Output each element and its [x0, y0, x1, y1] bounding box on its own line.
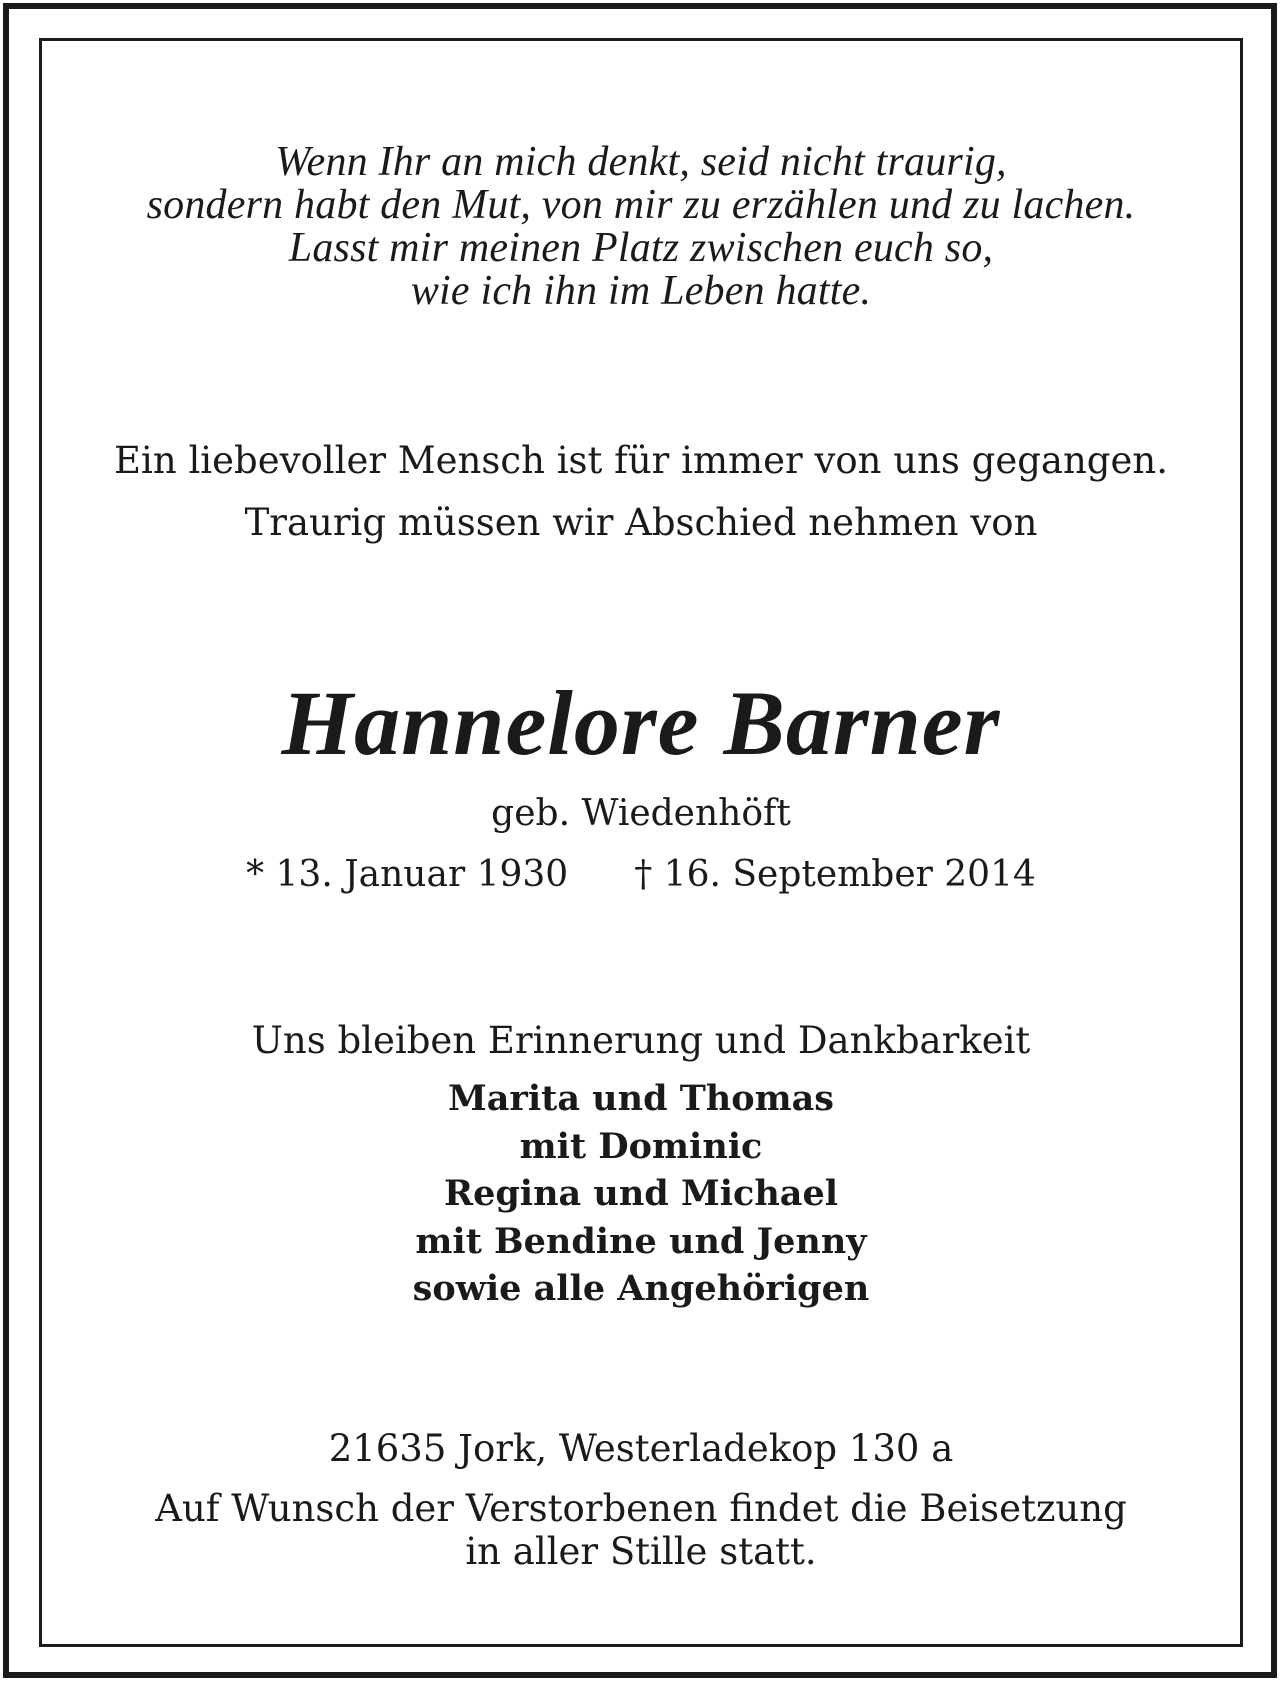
poem-line: wie ich ihn im Leben hatte.	[410, 268, 872, 314]
obituary-notice	[42, 41, 1240, 1644]
notice-line-2: in aller Stille statt.	[465, 1530, 817, 1573]
notice-line-1: Auf Wunsch der Verstorbenen findet die Beisetzung	[155, 1487, 1127, 1530]
poem-line: Lasst mir meinen Platz zwischen euch so,	[288, 225, 994, 271]
outer-border	[3, 3, 1277, 1678]
mourner-line: Marita und Thomas	[448, 1078, 834, 1119]
memory-line: Uns bleiben Erinnerung und Dankbarkeit	[251, 1019, 1031, 1062]
death-date: † 16. September 2014	[634, 854, 1036, 895]
poem-line: Wenn Ihr an mich denkt, seid nicht traurig,	[275, 139, 1007, 185]
birth-date: * 13. Januar 1930	[246, 854, 569, 895]
mourner-line: mit Dominic	[519, 1125, 763, 1167]
intro-text	[42, 430, 1240, 554]
memorial-poem	[42, 141, 1240, 313]
life-dates	[42, 851, 1240, 899]
mourner-line: mit Bendine und Jenny	[415, 1220, 867, 1262]
inner-border	[39, 38, 1243, 1647]
mourner-line: sowie alle Angehörigen	[412, 1268, 870, 1309]
address: 21635 Jork, Westerladekop 130 a	[328, 1427, 954, 1470]
mourners-list	[42, 1075, 1240, 1313]
mourner-line: Regina und Michael	[443, 1173, 839, 1214]
deceased-name: Hannelore Barner	[281, 672, 1001, 774]
maiden-name: geb. Wiedenhöft	[491, 793, 791, 834]
poem-line: sondern habt den Mut, von mir zu erzählen und zu lachen.	[146, 182, 1136, 228]
intro-line-2: Traurig müssen wir Abschied nehmen von	[244, 501, 1038, 544]
funeral-notice	[42, 1487, 1240, 1573]
intro-line-1: Ein liebevoller Mensch ist für immer von uns gegangen.	[114, 439, 1168, 482]
